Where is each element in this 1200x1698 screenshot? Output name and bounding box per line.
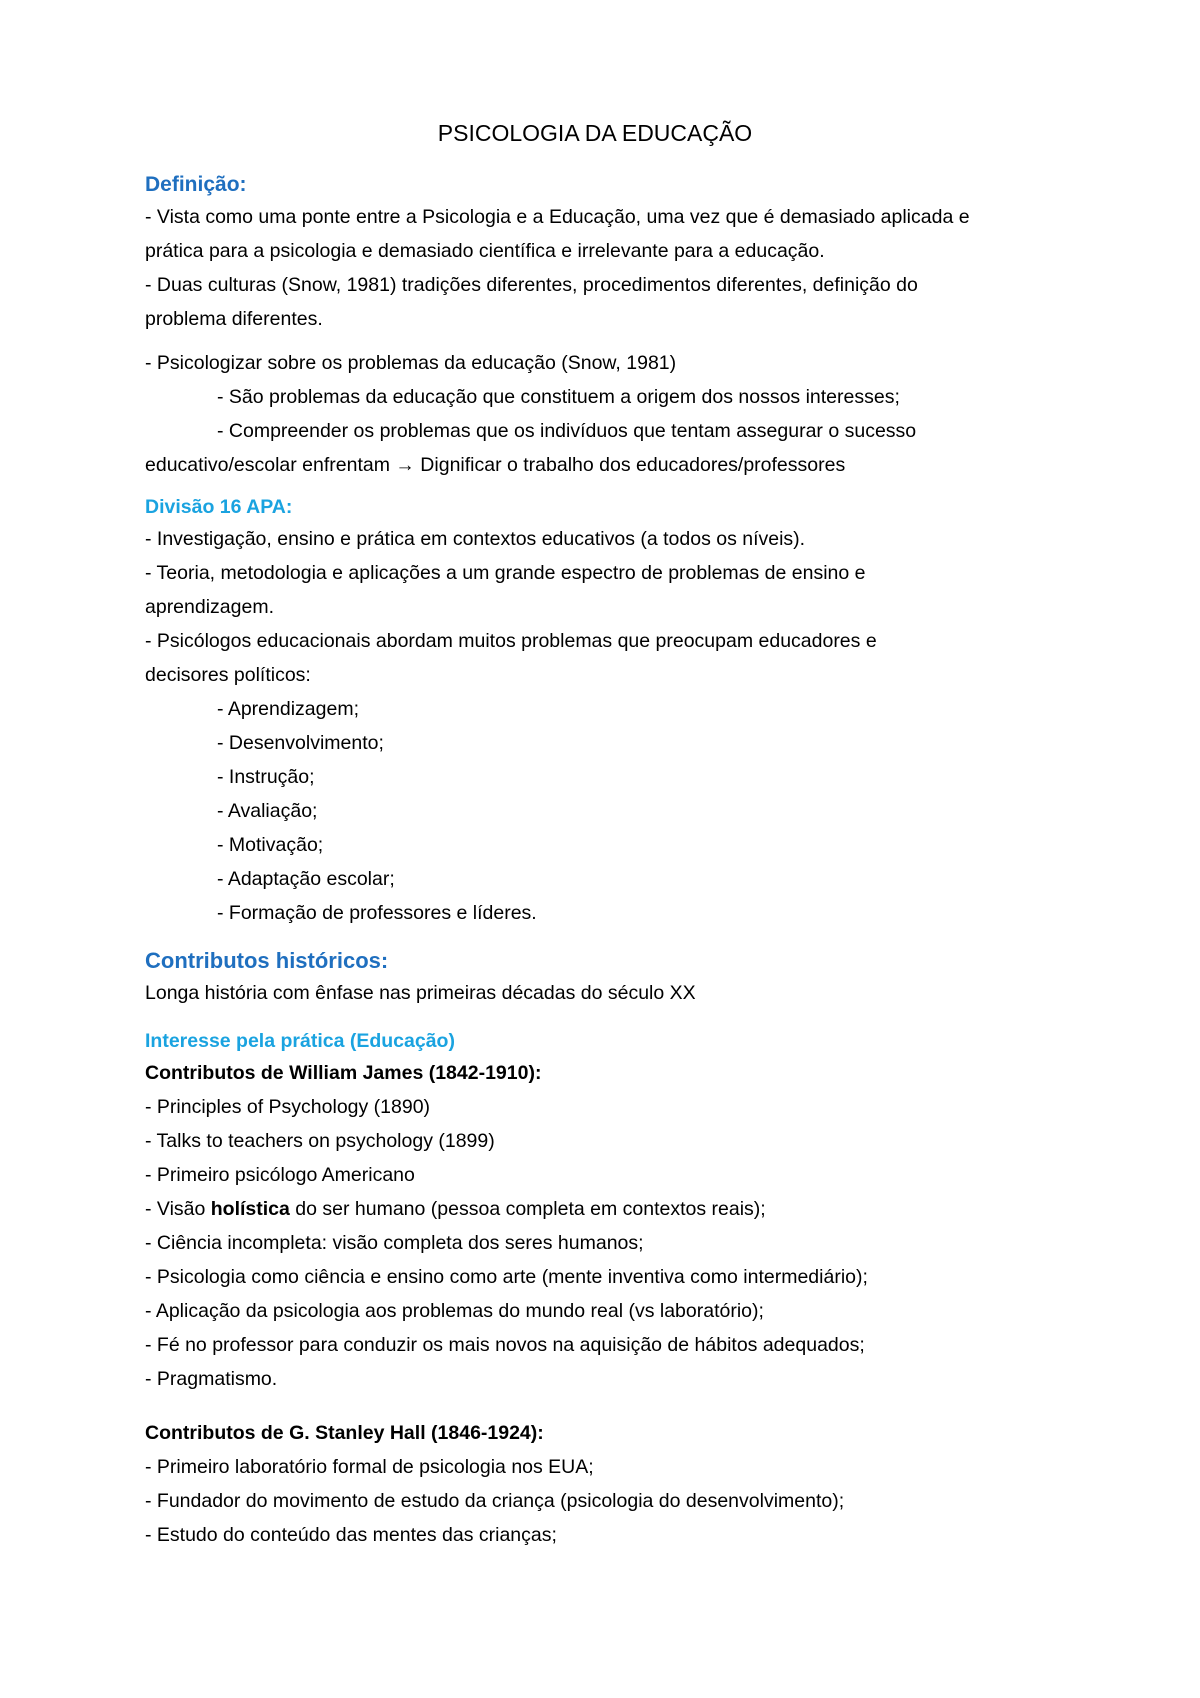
text-run: do ser humano (pessoa completa em contextos reais);: [289, 1198, 766, 1220]
paragraph-line: - Psicologizar sobre os problemas da educação (Snow, 1981): [145, 352, 677, 374]
heading-contributos: Contributos históricos:: [145, 948, 389, 973]
list-item: - Formação de professores e líderes.: [217, 902, 537, 924]
list-item: - Adaptação escolar;: [217, 868, 395, 890]
list-item: - Motivação;: [217, 834, 324, 856]
heading-stanley-hall: Contributos de G. Stanley Hall (1846-1924):: [145, 1422, 544, 1444]
paragraph-line: prática para a psicologia e demasiado científica e irrelevante para a educação.: [145, 240, 825, 262]
paragraph-line: [145, 1192, 1045, 1226]
paragraph-line: decisores políticos:: [145, 664, 311, 686]
paragraph-line: - Psicólogos educacionais abordam muitos problemas que preocupam educadores e: [145, 630, 877, 652]
paragraph-line: - Investigação, ensino e prática em contextos educativos (a todos os níveis).: [145, 528, 806, 550]
paragraph-line: - Pragmatismo.: [145, 1368, 278, 1390]
spacer: [145, 1396, 1045, 1416]
document-page: [145, 118, 1045, 1552]
list-item: - Instrução;: [217, 766, 315, 788]
spacer: [145, 1010, 1045, 1026]
spacer: [145, 336, 1045, 346]
paragraph-line: - Psicologia como ciência e ensino como arte (mente inventiva como intermediário);: [145, 1266, 868, 1288]
paragraph-line: - Talks to teachers on psychology (1899): [145, 1130, 495, 1152]
paragraph-line: Longa história com ênfase nas primeiras décadas do século XX: [145, 982, 696, 1004]
spacer: [145, 930, 1045, 946]
paragraph-line: aprendizagem.: [145, 596, 274, 618]
list-item: - Avaliação;: [217, 800, 318, 822]
heading-divisao: Divisão 16 APA:: [145, 496, 293, 518]
text-run: - Visão: [145, 1198, 211, 1220]
indented-line: - Compreender os problemas que os indivíduos que tentam assegurar o sucesso: [217, 420, 917, 442]
paragraph-line: - Fé no professor para conduzir os mais novos na aquisição de hábitos adequados;: [145, 1334, 865, 1356]
paragraph-line: - Primeiro psicólogo Americano: [145, 1164, 415, 1186]
heading-william-james: Contributos de William James (1842-1910):: [145, 1062, 542, 1084]
paragraph-line: - Estudo do conteúdo das mentes das crianças;: [145, 1524, 557, 1546]
subheading-interesse: Interesse pela prática (Educação): [145, 1030, 455, 1052]
bold-term: holística: [210, 1198, 290, 1220]
paragraph-line: - Duas culturas (Snow, 1981) tradições diferentes, procedimentos diferentes, definição do: [145, 274, 918, 296]
paragraph-line: problema diferentes.: [145, 308, 323, 330]
paragraph-line: - Primeiro laboratório formal de psicologia nos EUA;: [145, 1456, 594, 1478]
paragraph-line: - Ciência incompleta: visão completa dos seres humanos;: [145, 1232, 644, 1254]
heading-definicao: Definição:: [145, 173, 247, 196]
paragraph-line: - Vista como uma ponte entre a Psicologia e a Educação, uma vez que é demasiado aplicada e: [145, 206, 970, 228]
paragraph-line: - Aplicação da psicologia aos problemas do mundo real (vs laboratório);: [145, 1300, 764, 1322]
paragraph-line: - Principles of Psychology (1890): [145, 1096, 431, 1118]
spacer: [145, 482, 1045, 492]
document-title: PSICOLOGIA DA EDUCAÇÃO: [437, 120, 753, 146]
indented-line: - São problemas da educação que constituem a origem dos nossos interesses;: [217, 386, 900, 408]
paragraph-line: - Fundador do movimento de estudo da criança (psicologia do desenvolvimento);: [145, 1490, 845, 1512]
paragraph-line: - Teoria, metodologia e aplicações a um grande espectro de problemas de ensino e: [145, 562, 866, 584]
list-item: - Aprendizagem;: [217, 698, 359, 720]
list-item: - Desenvolvimento;: [217, 732, 384, 754]
paragraph-line: educativo/escolar enfrentam → Dignificar o trabalho dos educadores/professores: [145, 454, 846, 476]
